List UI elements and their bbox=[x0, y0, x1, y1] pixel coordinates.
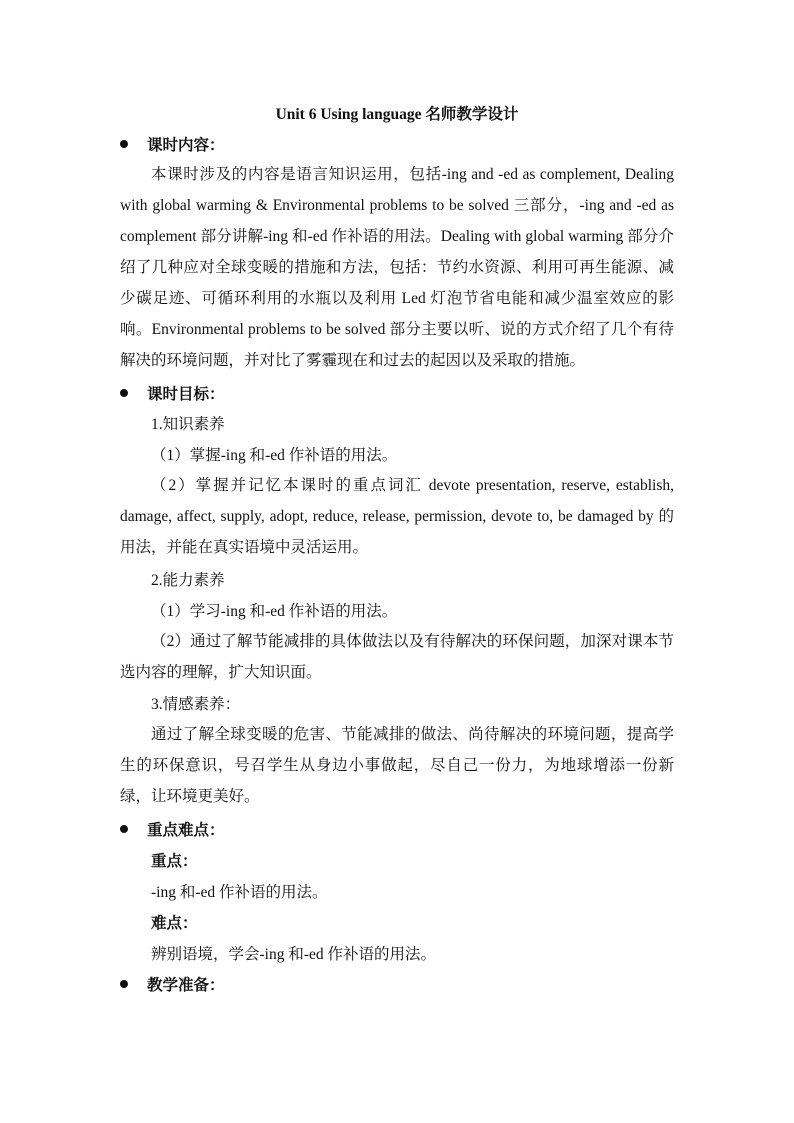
section-heading-key-points: 重点难点： bbox=[120, 818, 225, 840]
section-heading-preparation: 教学准备： bbox=[120, 973, 225, 995]
bullet-icon bbox=[120, 825, 128, 833]
section-heading-content: 课时内容： bbox=[120, 133, 225, 155]
difficult-label: 难点： bbox=[151, 915, 198, 932]
key-label: 重点： bbox=[151, 853, 198, 870]
difficult-text: 辨别语境，学会-ing 和-ed 作补语的用法。 bbox=[151, 946, 437, 963]
ability-title: 2.能力素养 bbox=[151, 572, 225, 589]
section-heading-goals: 课时目标： bbox=[120, 382, 225, 404]
bullet-icon bbox=[120, 140, 128, 148]
bullet-icon bbox=[120, 389, 128, 397]
knowledge-title: 1.知识素养 bbox=[151, 416, 225, 433]
key-text: -ing 和-ed 作补语的用法。 bbox=[151, 884, 328, 901]
knowledge-item-1: （1）掌握-ing 和-ed 作补语的用法。 bbox=[151, 447, 398, 464]
emotion-paragraph: 通过了解全球变暖的危害、节能减排的做法、尚待解决的环境问题，提高学生的环保意识，号召学生从身边小事做起，尽自己一份力，为地球增添一份新绿，让环境更美好。 bbox=[120, 726, 674, 805]
bullet-icon bbox=[120, 980, 128, 988]
ability-item-1: （1）学习-ing 和-ed 作补语的用法。 bbox=[151, 603, 398, 620]
emotion-title: 3.情感素养： bbox=[151, 696, 241, 713]
ability-item-2: （2）通过了解节能减排的具体做法以及有待解决的环保问题，加深对课本节选内容的理解，扩大知识面。 bbox=[120, 633, 674, 681]
page-title: Unit 6 Using language 名师教学设计 bbox=[275, 106, 519, 123]
knowledge-item-2: （2）掌握并记忆本课时的重点词汇 devote presentation, reserve, establish, damage, affect, supply, adopt, reduce, release, permission, devote to, be damaged by 的用法，并能在真实语境中灵活运用。 bbox=[120, 477, 674, 556]
content-paragraph: 本课时涉及的内容是语言知识运用，包括-ing and -ed as complement, Dealing with global warming & Environmental problems to be solved 三部分，-ing and -ed as complement 部分讲解-ing 和-ed 作补语的用法。Dealing with global warming 部分介绍了几种应对全球变暖的措施和方法，包括：节约水资源、利用可再生能源、减少碳足迹、可循环利用的水瓶以及利用 Led 灯泡节省电能和减少温室效应的影响。Environmental problems to be solved 部分主要以听、说的方式介绍了几个有待解决的环境问题，并对比了雾霾现在和过去的起因以及采取的措施。 bbox=[120, 166, 674, 369]
